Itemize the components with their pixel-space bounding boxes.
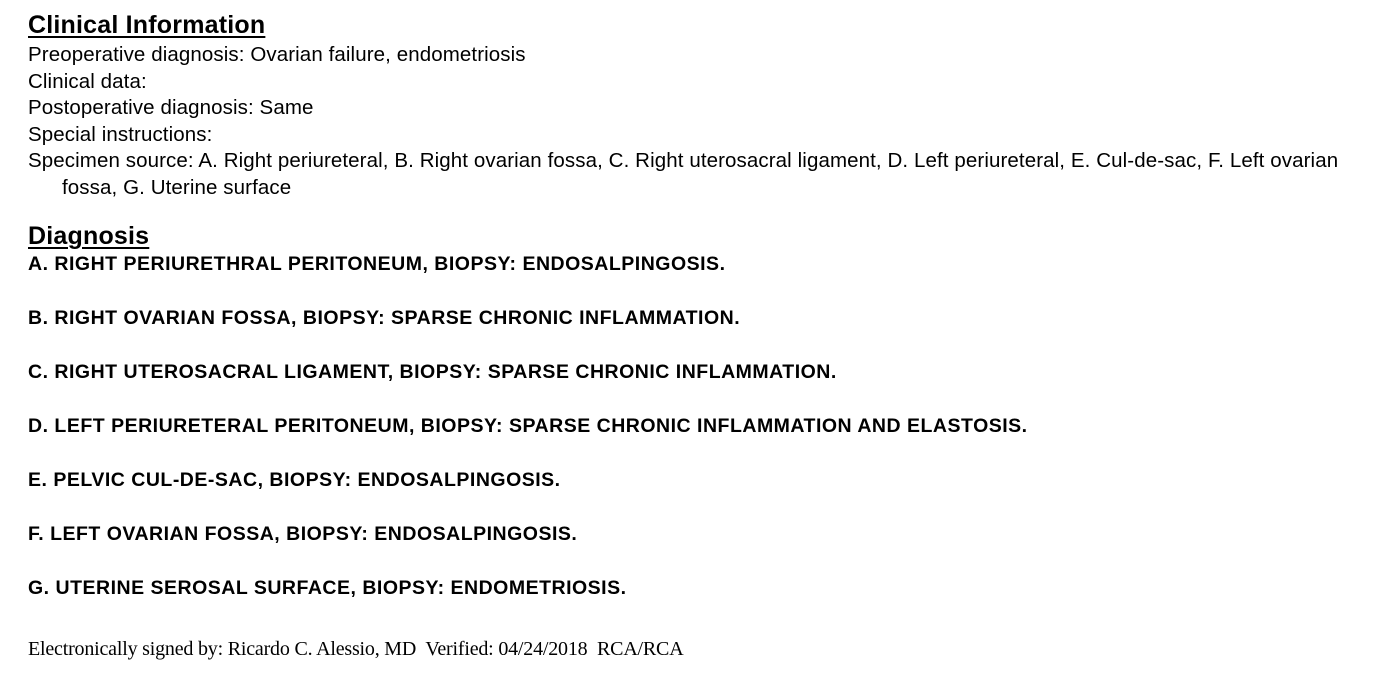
- diagnosis-item-c: C. RIGHT UTEROSACRAL LIGAMENT, BIOPSY: SPARSE CHRONIC INFLAMMATION.: [28, 361, 837, 383]
- postoperative-diagnosis-line: Postoperative diagnosis: Same: [28, 96, 314, 119]
- pathology-report: [28, 10, 1358, 601]
- specimen-source-line: Specimen source: A. Right periureteral, B. Right ovarian fossa, C. Right uterosacral ligament, D. Left periureteral, E. Cul-de-sac, F. Left ovarian fossa, G. Uterine surface: [28, 149, 1339, 199]
- diagnosis-item-a: A. RIGHT PERIURETHRAL PERITONEUM, BIOPSY: ENDOSALPINGOSIS.: [28, 253, 726, 275]
- diagnosis-item-g: G. UTERINE SEROSAL SURFACE, BIOPSY: ENDOMETRIOSIS.: [28, 577, 627, 599]
- diagnosis-item-e: E. PELVIC CUL-DE-SAC, BIOPSY: ENDOSALPINGOSIS.: [28, 469, 561, 491]
- special-instructions-line: Special instructions:: [28, 122, 213, 146]
- diagnosis-heading: Diagnosis: [28, 222, 150, 250]
- clinical-data-line: Clinical data:: [28, 69, 147, 93]
- clinical-information-section: [28, 42, 1358, 201]
- diagnosis-item-f: F. LEFT OVARIAN FOSSA, BIOPSY: ENDOSALPINGOSIS.: [28, 523, 578, 545]
- diagnosis-item-b: B. RIGHT OVARIAN FOSSA, BIOPSY: SPARSE CHRONIC INFLAMMATION.: [28, 307, 741, 329]
- diagnosis-list: [28, 251, 1358, 601]
- diagnosis-item-d: D. LEFT PERIURETERAL PERITONEUM, BIOPSY: SPARSE CHRONIC INFLAMMATION AND ELASTOSIS.: [28, 415, 1028, 437]
- clinical-information-heading: Clinical Information: [28, 11, 266, 39]
- electronic-signature-line: Electronically signed by: Ricardo C. Alessio, MD Verified: 04/24/2018 RCA/RCA: [28, 638, 684, 660]
- preoperative-diagnosis-line: Preoperative diagnosis: Ovarian failure, endometriosis: [28, 43, 526, 66]
